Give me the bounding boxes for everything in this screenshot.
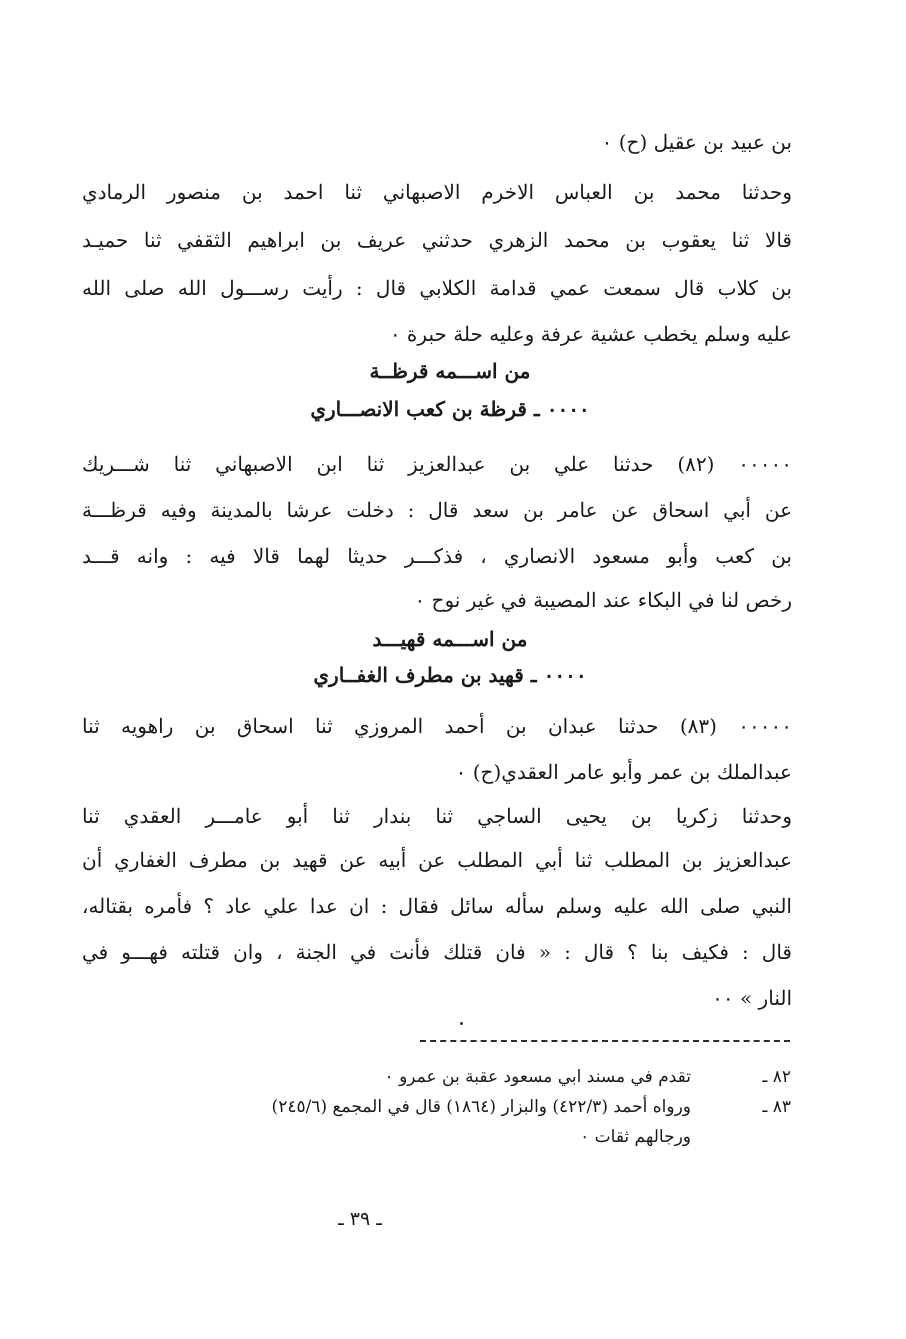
text-line: بن عبيد بن عقيل (ح) ٠	[601, 130, 792, 154]
text-line: عبدالعزيز بن المطلب ثنا أبي المطلب عن أبيه عن قهيد بن مطرف الغفاري أن	[82, 848, 792, 872]
text-line: بن كعب وأبو مسعود الانصاري ، فذكـــر حديثا لهما قالا فيه : وانه قـــد	[82, 544, 792, 568]
text-line: وحدثنا محمد بن العباس الاخرم الاصبهاني ثنا احمد بن منصور الرمادي	[82, 180, 792, 204]
text-line: قالا ثنا يعقوب بن محمد الزهري حدثني عريف بن ابراهيم الثقفي ثنا حميـد	[82, 228, 792, 252]
section-title: من اســـمه قرظــة	[369, 359, 531, 383]
page-number: ـ ٣٩ ـ	[338, 1208, 382, 1230]
text-line: النبي صلى الله عليه وسلم سأله سائل فقال : ان عدا علي عاد ؟ فأمره بقتاله،	[82, 894, 792, 918]
print-speck	[460, 1022, 463, 1025]
section-subtitle: ٠٠٠٠ ـ قرظة بن كعب الانصـــاري	[310, 397, 590, 421]
footnote-text: تقدم في مسند ابي مسعود عقبة بن عمرو ٠	[384, 1067, 691, 1087]
text-line: رخص لنا في البكاء عند المصيبة في غير نوح ٠	[414, 588, 792, 612]
footnote-number: ٨٣ ـ	[762, 1097, 791, 1117]
footnote-text: ورواه أحمد (٤٢٢/٣) والبزار (١٨٦٤) قال في المجمع (٢٤٥/٦)	[271, 1097, 691, 1117]
section-title: من اســـمه قهيـــد	[372, 627, 528, 651]
text-line: قال : فكيف بنا ؟ قال : « فان قتلك فأنت في الجنة ، وان قتلته فهـــو في	[82, 940, 792, 964]
text-line: بن كلاب قال سمعت عمي قدامة الكلابي قال : رأيت رســـول الله صلى الله	[82, 276, 792, 300]
text-line: النار » ٠٠	[712, 986, 792, 1010]
section-subtitle: ٠٠٠٠ ـ قهيد بن مطرف الغفــاري	[313, 663, 587, 687]
footnote-separator	[420, 1040, 790, 1042]
text-line: عن أبي اسحاق عن عامر بن سعد قال : دخلت عرشا بالمدينة وفيه قرظـــة	[82, 498, 792, 522]
text-line: عليه وسلم يخطب عشية عرفة وعليه حلة حبرة ٠	[389, 322, 792, 346]
text-line: ٠٠٠٠٠ (٨٢) حدثنا علي بن عبدالعزيز ثنا ابن الاصبهاني ثنا شـــريك	[82, 452, 792, 476]
text-line: ٠٠٠٠٠ (٨٣) حدثنا عبدان بن أحمد المروزي ثنا اسحاق بن راهويه ثنا	[82, 714, 792, 738]
footnote-number: ٨٢ ـ	[762, 1067, 791, 1087]
footnote-text: ورجالهم ثقات ٠	[580, 1127, 691, 1147]
text-line: عبدالملك بن عمر وأبو عامر العقدي(ح) ٠	[455, 760, 792, 784]
text-line: وحدثنا زكريا بن يحيى الساجي ثنا بندار ثنا أبو عامـــر العقدي ثنا	[82, 804, 792, 828]
